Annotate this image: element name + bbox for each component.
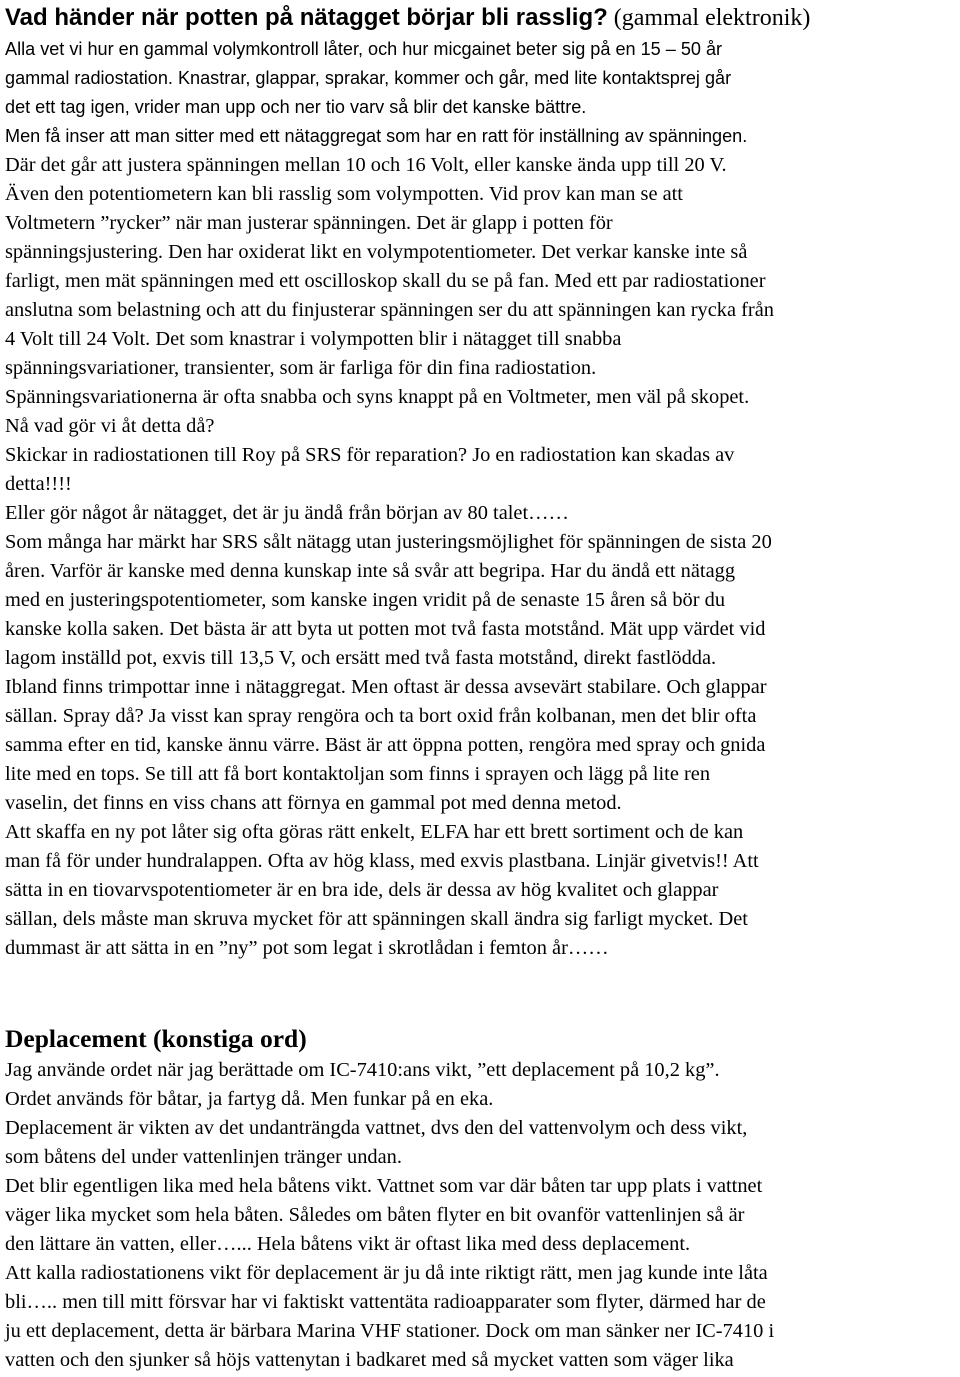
paragraph-line: farligt, men mät spänningen med ett oscilloskop skall du se på fan. Med ett par radiostationer bbox=[5, 270, 766, 292]
paragraph-line: Alla vet vi hur en gammal volymkontroll låter, och hur micgainet beter sig på en 15 – 50 år bbox=[5, 39, 723, 59]
paragraph-line: Nå vad gör vi åt detta då? bbox=[5, 415, 215, 437]
paragraph-line: 4 Volt till 24 Volt. Det som knastrar i volympotten blir i nätagget till snabba bbox=[5, 328, 622, 350]
paragraph-line: sällan, dels måste man skruva mycket för att spänningen skall ändra sig farligt mycket. Det bbox=[5, 908, 748, 930]
paragraph-line: Att skaffa en ny pot låter sig ofta göras rätt enkelt, ELFA har ett brett sortiment och de kan bbox=[5, 821, 744, 843]
paragraph-line: Ibland finns trimpottar inne i nätaggregat. Men oftast är dessa avsevärt stabilare. Och glappar bbox=[5, 676, 767, 698]
paragraph-line: vatten och den sjunker så höjs vattenytan i badkaret med så mycket vatten som väger lika bbox=[5, 1349, 734, 1371]
paragraph-line: spänningsvariationer, transienter, som är farliga för din fina radiostation. bbox=[5, 357, 597, 379]
paragraph-line: Eller gör något år nätagget, det är ju ändå från början av 80 talet…… bbox=[5, 502, 569, 524]
paragraph-line: sätta in en tiovarvspotentiometer är en bra ide, dels är dessa av hög kvalitet och glappar bbox=[5, 879, 719, 901]
paragraph-line: gammal radiostation. Knastrar, glappar, sprakar, kommer och går, med lite kontaktsprej går bbox=[5, 68, 732, 88]
paragraph-line: Jag använde ordet när jag berättade om IC-7410:ans vikt, ”ett deplacement på 10,2 kg”. bbox=[5, 1059, 720, 1081]
paragraph-line: kanske kolla saken. Det bästa är att byta ut potten mot två fasta motstånd. Mät upp värdet vid bbox=[5, 618, 766, 640]
paragraph-line: man få för under hundralappen. Ofta av hög klass, med exvis plastbana. Linjär givetvis!! Att bbox=[5, 850, 759, 872]
paragraph-line: lite med en tops. Se till att få bort kontaktoljan som finns i sprayen och lägg på lite ren bbox=[5, 763, 711, 785]
paragraph-line: samma efter en tid, kanske ännu värre. Bäst är att öppna potten, rengöra med spray och gnida bbox=[5, 734, 766, 756]
paragraph-line: Även den potentiometern kan bli rasslig som volympotten. Vid prov kan man se att bbox=[5, 183, 683, 205]
section1-title bbox=[5, 1, 957, 35]
paragraph-line: vaselin, det finns en viss chans att förnya en gammal pot med denna metod. bbox=[5, 792, 622, 814]
paragraph-line: Men få inser att man sitter med ett nätaggregat som har en ratt för inställning av spänningen. bbox=[5, 126, 748, 146]
paragraph-line: dummast är att sätta in en ”ny” pot som legat i skrotlådan i femton år…… bbox=[5, 937, 609, 959]
paragraph-line: Att kalla radiostationens vikt för deplacement är ju då inte riktigt rätt, men jag kunde inte låta bbox=[5, 1262, 768, 1284]
section1-body bbox=[5, 35, 957, 963]
paragraph-line: Deplacement är vikten av det undanträngda vattnet, dvs den del vattenvolym och dess vikt, bbox=[5, 1117, 748, 1139]
paragraph-line: åren. Varför är kanske med denna kunskap inte så svår att begripa. Har du ändå ett nätagg bbox=[5, 560, 736, 582]
paragraph-line: lagom inställd pot, exvis till 13,5 V, och ersätt med två fasta motstånd, direkt fastlödda. bbox=[5, 647, 717, 669]
paragraph-line: Spänningsvariationerna är ofta snabba och syns knappt på en Voltmeter, men väl på skopet. bbox=[5, 386, 750, 408]
paragraph-line: som båtens del under vattenlinjen tränger undan. bbox=[5, 1146, 402, 1168]
paragraph-line: Där det går att justera spänningen mellan 10 och 16 Volt, eller kanske ända upp till 20 V. bbox=[5, 154, 727, 176]
paragraph-line: ju ett deplacement, detta är bärbara Marina VHF stationer. Dock om man sänker ner IC-7410 i bbox=[5, 1320, 775, 1342]
paragraph-line: detta!!!! bbox=[5, 473, 72, 495]
paragraph-line: Det blir egentligen lika med hela båtens vikt. Vattnet som var där båten tar upp plats i vattnet bbox=[5, 1175, 763, 1197]
paragraph-line: spänningsjustering. Den har oxiderat likt en volympotentiometer. Det verkar kanske inte så bbox=[5, 241, 748, 263]
section1-title-suffix: (gammal elektronik) bbox=[607, 5, 811, 31]
paragraph-line: bli….. men till mitt försvar har vi faktiskt vattentäta radioapparater som flyter, därmed har de bbox=[5, 1291, 766, 1313]
paragraph-line: Ordet används för båtar, ja fartyg då. Men funkar på en eka. bbox=[5, 1088, 494, 1110]
section1-title-main: Vad händer när potten på nätagget börjar bli rasslig? bbox=[5, 4, 608, 31]
paragraph-line: Skickar in radiostationen till Roy på SRS för reparation? Jo en radiostation kan skadas av bbox=[5, 444, 735, 466]
paragraph-line: det ett tag igen, vrider man upp och ner tio varv så blir det kanske bättre. bbox=[5, 97, 587, 117]
paragraph-line: anslutna som belastning och att du finjusterar spänningen ser du att spänningen kan rycka från bbox=[5, 299, 774, 321]
paragraph-line: väger lika mycket som hela båten. Således om båten flyter en bit ovanför vattenlinjen så är bbox=[5, 1204, 745, 1226]
section2-title: Deplacement (konstiga ord) bbox=[5, 1024, 307, 1053]
document-page bbox=[5, 0, 957, 963]
paragraph-line: den lättare än vatten, eller…... Hela båtens vikt är oftast lika med dess deplacement. bbox=[5, 1233, 691, 1255]
paragraph-line: Som många har märkt har SRS sålt nätagg utan justeringsmöjlighet för spänningen de sista 20 bbox=[5, 531, 772, 553]
paragraph-line: sällan. Spray då? Ja visst kan spray rengöra och ta bort oxid från kolbanan, men det blir ofta bbox=[5, 705, 757, 727]
paragraph-line: med en justeringspotentiometer, som kanske ingen vridit på de senaste 15 åren så bör du bbox=[5, 589, 726, 611]
section2-body bbox=[5, 1056, 957, 1375]
paragraph-line: Voltmetern ”rycker” när man justerar spänningen. Det är glapp i potten för bbox=[5, 212, 613, 234]
